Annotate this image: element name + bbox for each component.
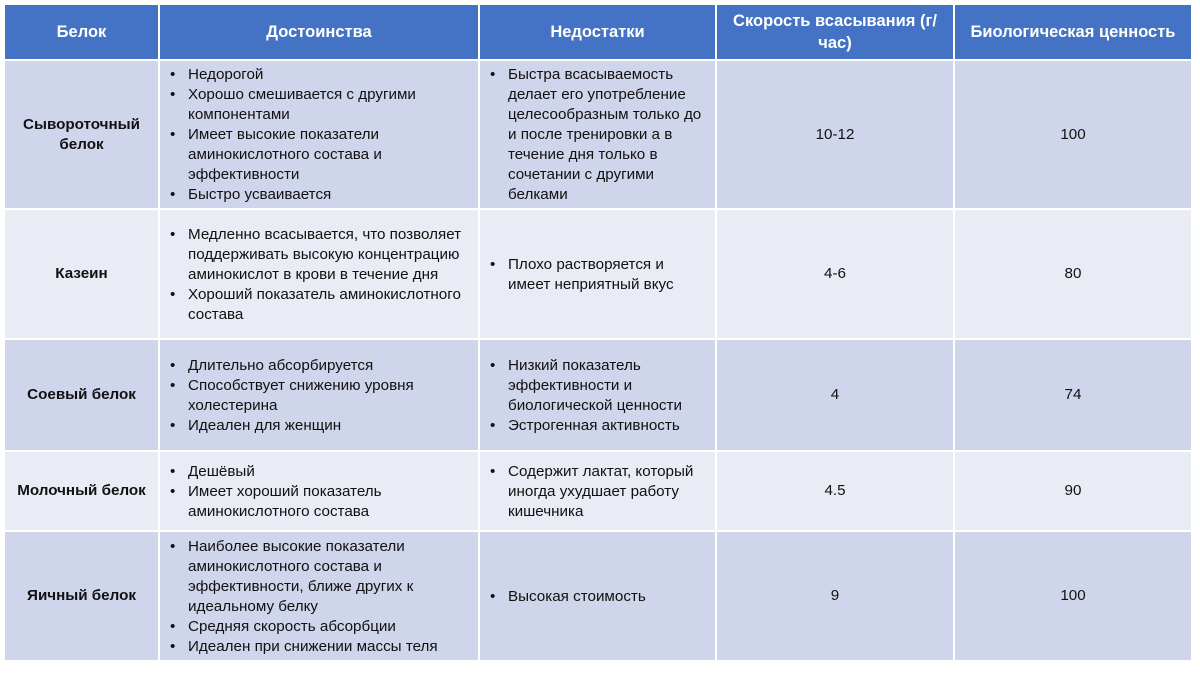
protein-comparison-table bbox=[3, 3, 1193, 662]
cons-list bbox=[480, 352, 715, 439]
pros-list bbox=[160, 61, 478, 208]
pros-list bbox=[160, 221, 478, 328]
protein-name: Яичный белок bbox=[4, 531, 159, 661]
protein-comparison-slide bbox=[3, 3, 1191, 662]
header-pros: Достоинства bbox=[159, 4, 479, 60]
table-row-milk bbox=[4, 451, 1192, 531]
cons-list bbox=[480, 251, 715, 298]
pros-item: • Медленно всасывается, что позволяет поддерживать высокую концентрацию аминокислот в крови в течение дня bbox=[168, 225, 472, 285]
absorption-speed: 9 bbox=[716, 531, 954, 661]
cons-cell bbox=[479, 60, 716, 209]
header-cons: Недостатки bbox=[479, 4, 716, 60]
pros-cell bbox=[159, 531, 479, 661]
protein-name: Казеин bbox=[4, 209, 159, 339]
biological-value: 100 bbox=[954, 531, 1192, 661]
absorption-speed: 4.5 bbox=[716, 451, 954, 531]
pros-cell bbox=[159, 339, 479, 451]
pros-item: • Быстро усваивается bbox=[168, 185, 472, 205]
pros-cell bbox=[159, 209, 479, 339]
header-absorption-speed: Скорость всасывания (г/час) bbox=[716, 4, 954, 60]
pros-item: • Хороший показатель аминокислотного состава bbox=[168, 285, 472, 325]
header-protein: Белок bbox=[4, 4, 159, 60]
pros-item: • Идеален для женщин bbox=[168, 416, 472, 436]
cons-cell bbox=[479, 451, 716, 531]
cons-item: • Высокая стоимость bbox=[488, 587, 709, 607]
cons-cell bbox=[479, 339, 716, 451]
pros-item: • Хорошо смешивается с другими компонентами bbox=[168, 85, 472, 125]
header-biological-value: Биологическая ценность bbox=[954, 4, 1192, 60]
pros-item: • Имеет высокие показатели аминокислотного состава и эффективности bbox=[168, 125, 472, 185]
table-header-row bbox=[4, 4, 1192, 60]
cons-cell bbox=[479, 531, 716, 661]
absorption-speed: 4 bbox=[716, 339, 954, 451]
table-row-egg bbox=[4, 531, 1192, 661]
table-row-soy bbox=[4, 339, 1192, 451]
pros-item: • Средняя скорость абсорбции bbox=[168, 617, 472, 637]
biological-value: 100 bbox=[954, 60, 1192, 209]
cons-item: • Быстра всасываемость делает его употребление целесообразным только до и после тренировки а в течение дня только в сочетании с другими белками bbox=[488, 65, 709, 205]
pros-item: • Наиболее высокие показатели аминокислотного состава и эффективности, ближе других к идеальному белку bbox=[168, 537, 472, 617]
cons-list bbox=[480, 583, 715, 610]
pros-item: • Дешёвый bbox=[168, 462, 472, 482]
cons-item: • Эстрогенная активность bbox=[488, 416, 709, 436]
table-row-whey bbox=[4, 60, 1192, 209]
absorption-speed: 4-6 bbox=[716, 209, 954, 339]
pros-cell bbox=[159, 451, 479, 531]
cons-cell bbox=[479, 209, 716, 339]
pros-item: • Длительно абсорбируется bbox=[168, 356, 472, 376]
pros-list bbox=[160, 533, 478, 660]
cons-item: • Плохо растворяется и имеет неприятный вкус bbox=[488, 255, 709, 295]
pros-item: • Идеален при снижении массы теля bbox=[168, 637, 472, 657]
pros-list bbox=[160, 458, 478, 525]
biological-value: 74 bbox=[954, 339, 1192, 451]
cons-item: • Низкий показатель эффективности и биологической ценности bbox=[488, 356, 709, 416]
protein-name: Сывороточный белок bbox=[4, 60, 159, 209]
cons-list bbox=[480, 458, 715, 525]
table-row-casein bbox=[4, 209, 1192, 339]
cons-list bbox=[480, 61, 715, 208]
biological-value: 90 bbox=[954, 451, 1192, 531]
pros-item: • Недорогой bbox=[168, 65, 472, 85]
protein-name: Молочный белок bbox=[4, 451, 159, 531]
cons-item: • Содержит лактат, который иногда ухудшает работу кишечника bbox=[488, 462, 709, 522]
protein-name: Соевый белок bbox=[4, 339, 159, 451]
biological-value: 80 bbox=[954, 209, 1192, 339]
pros-list bbox=[160, 352, 478, 439]
pros-item: • Способствует снижению уровня холестерина bbox=[168, 376, 472, 416]
pros-cell bbox=[159, 60, 479, 209]
pros-item: • Имеет хороший показатель аминокислотного состава bbox=[168, 482, 472, 522]
absorption-speed: 10-12 bbox=[716, 60, 954, 209]
